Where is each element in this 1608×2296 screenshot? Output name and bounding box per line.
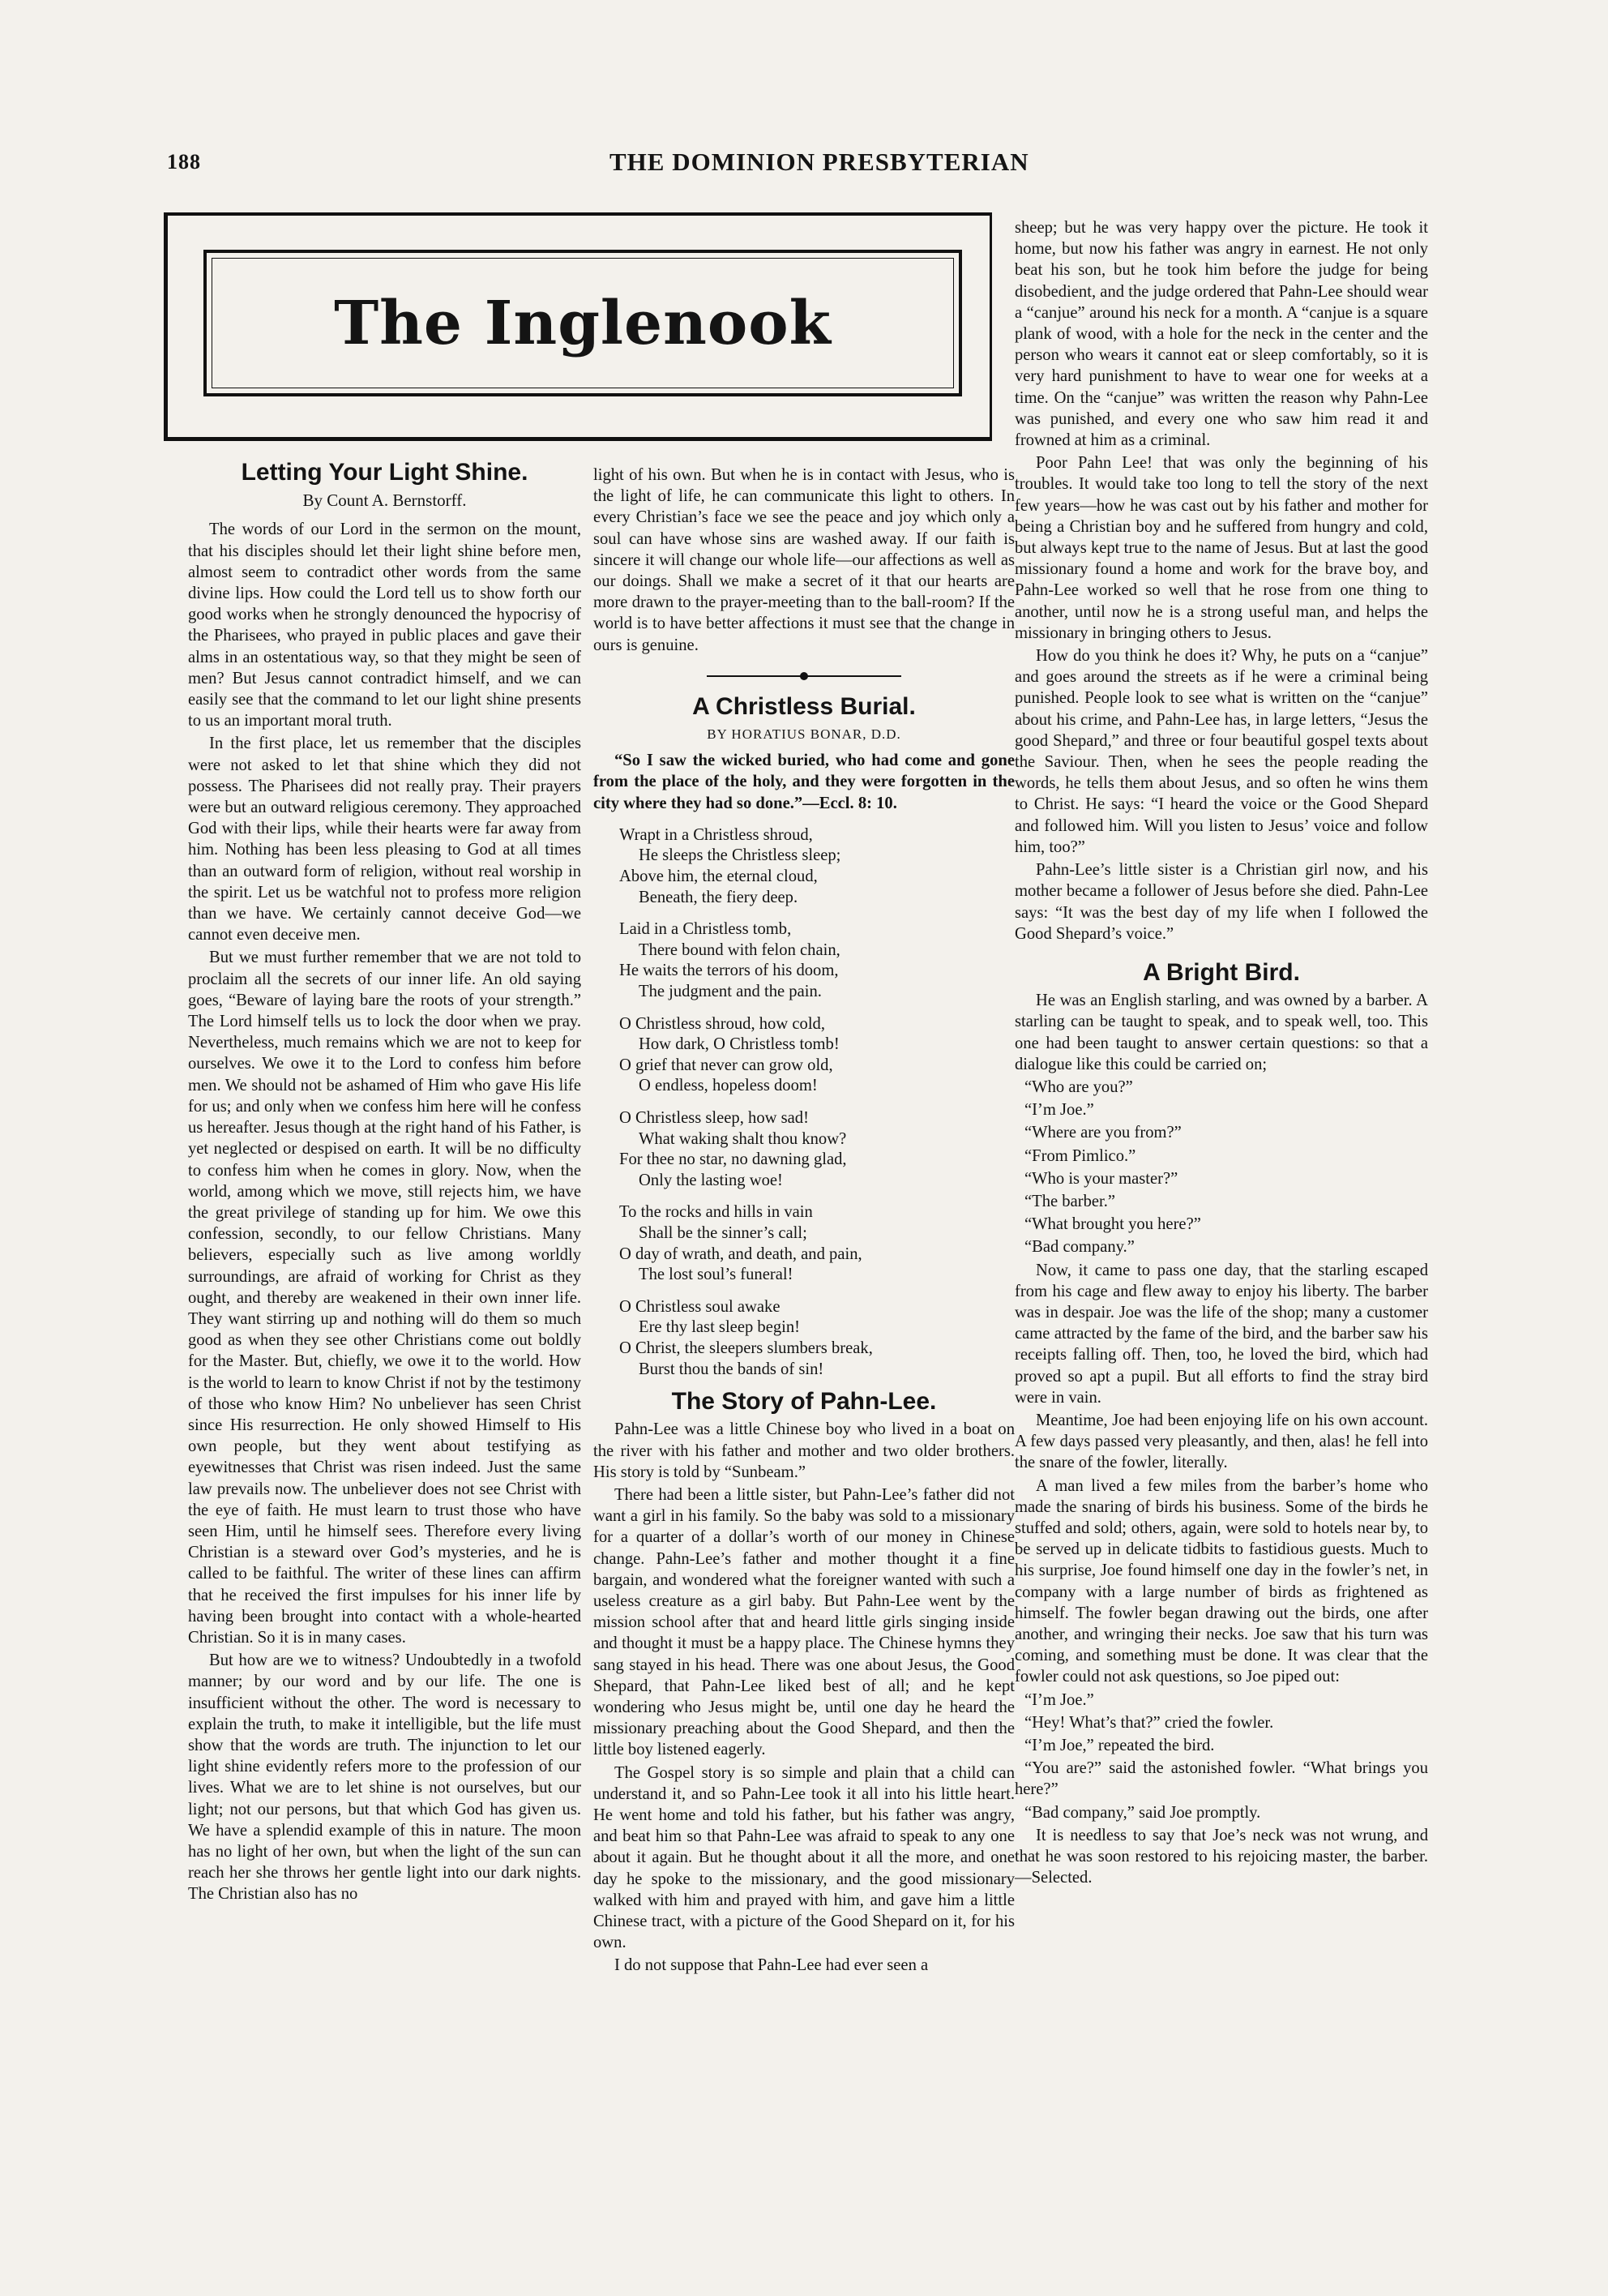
poem-line: Above him, the eternal cloud, [619,867,818,886]
article-continuation: light of his own. But when he is in contact with Jesus, who is the light of life, he can communicate this light to others. In every Christian’s face we see the peace and joy which only a soul can have whose sins are washed away. If our faith is sincere it will change our whole life—our affections as well as our doings. Shall we make a secret of it that our hearts are more drawn to the prayer-meeting than to the ball-room? If the world is to have better affections it must see that the change in ours is genuine. [593,466,1015,654]
column-1 [188,459,581,1907]
dialogue-line: “I’m Joe,” repeated the bird. [1024,1737,1215,1755]
poem-stanza [619,919,1015,1002]
article-paragraph: But how are we to witness? Undoubtedly in a twofold manner; by our word and by our life. The one is insufficient without the other. The word is necessary to explain the truth, to make it intelligible, but the life must show that the words are truth. The injunction to let our light shine evidently refers more to the profession of our lives. What we are to let shine is not ourselves, but our light; not our persons, but that which God has given us. We have a splendid example of this in nature. The moon has no light of her own, but when the light of the sun can reach her she throws her gentle light into our dark nights. The Christian also has no [188,1651,581,1904]
poem-line: O day of wrath, and death, and pain, [619,1244,862,1263]
dialogue-line: “What brought you here?” [1024,1215,1201,1234]
poem-line: Beneath, the fiery deep. [639,888,798,906]
poem-stanza [619,1297,1015,1380]
article-paragraph: Poor Pahn Lee! that was only the beginning of his troubles. It would take too long to tell the story of the next few years—how he was cast out by his father and mother for being a Christian boy and he suffered from hungry and cold, but always kept true to the name of Jesus. But at last the good missionary found a home and work for the brave boy, and Pahn-Lee worked so well that he rose from one thing to another, until now he is a strong useful man, and helps the missionary in bringing others to Jesus. [1015,454,1428,642]
poem-stanza [619,825,1015,908]
article-paragraph: Meantime, Joe had been enjoying life on his own account. A few days passed very pleasantly, and then, alas! he fell into the snare of the fowler, literally. [1015,1411,1428,1472]
poem-line: Wrapt in a Christless shroud, [619,825,813,844]
article-paragraph: Now, it came to pass one day, that the starling escaped from his cage and flew away to enjoy his liberty. The barber was in despair. Joe was the life of the shop; many a customer came attracted by the fame of the bird, and the barber saw his receipts falling off. Then, too, he loved the bird, which had proved so apt a pupil. But all efforts to find the stray bird were in vain. [1015,1261,1428,1407]
poem-line: O grief that never can grow old, [619,1056,833,1074]
poem [619,825,1015,1380]
poem-line: O Christless shroud, how cold, [619,1014,825,1033]
poem-line: To the rocks and hills in vain [619,1203,813,1222]
article-paragraph: How do you think he does it? Why, he puts on a “canjue” and goes around the streets as if he were a criminal being punished. People look to see what is written on the “canjue” about his crime, and Pahn-Lee has, in large letters, “Jesus the good Shepard,” and three or four beautiful gospel texts about the Saviour. Then, when he sees the people reading the words, he tells them about Jesus, and so often he wins them to Christ. He says: “I heard the voice or the Good Shepard and followed him. Will you listen to Jesus’ voice and follow him, too?” [1015,647,1428,856]
article-paragraph: The Gospel story is so simple and plain that a child can understand it, and so Pahn-Lee took it all into his little heart. He went home and told his father, but his father was angry, and beat him so that Pahn-Lee was afraid to speak to any one about it again. But he thought about it all the more, and one day he spoke to the missionary, and the good missionary walked with him and prayed with him, and gave him a little Chinese tract, with a picture of the Good Shepard on it, for his own. [593,1763,1015,1952]
poem-line: The judgment and the pain. [639,983,822,1000]
masthead-title: The Inglenook [334,289,832,358]
dialogue-line: “The barber.” [1024,1192,1116,1210]
poem-line: There bound with felon chain, [639,940,840,959]
ornamental-rule [707,670,901,682]
dialogue [1015,1077,1428,1258]
poem-stanza [619,1014,1015,1097]
poem-line: For thee no star, no dawning glad, [619,1150,847,1169]
poem-line: Ere thy last sleep begin! [639,1318,801,1337]
dialogue-line: “Who is your master?” [1024,1169,1178,1188]
poem-line: Laid in a Christless tomb, [619,920,792,939]
poem-line: He sleeps the Christless sleep; [639,846,841,865]
article-paragraph: But we must further remember that we are not told to proclaim all the secrets of our inner life. An old saying goes, “Beware of laying bare the roots of your strength.” The Lord himself tells us to lock the door when we pray. Nevertheless, much remains which we are not to keep for ourselves. We owe it to the Lord to confess him before men. We should not be ashamed of Him who gave His life for us; and only when we confess him here will he confess us hereafter. Jesus though at the right hand of his Father, is yet neglected or despised on earth. It will be no difficulty to confess him when he comes in glory. Now, when the world, among which we move, still rejects him, we have the great privilege of standing up for him. We owe this confession, secondly, to our fellow Christians. Many believers, especially such as live among worldly surroundings, are afraid of working for Christ as they ought, and thereby are weakened in their own inner life. They want stirring up and nothing will do them so much good as when they see other Christians come out boldly for the Master. But, chiefly, we owe it to the world. How is the world to learn to know Christ if not by the testimony of those who know Him? No unbeliever has seen Christ since His resurrection. He only showed Himself to His own people, but they went about testifying as eyewitnesses that Christ was risen indeed. Just the same law prevails now. The unbeliever does not see Christ with the eye of faith. He must learn to trust those who have seen Him, until he himself sees. Therefore every living Christian is a steward over God’s mysteries, and he is called to be faithful. The writer of these lines can affirm that he received the first impulses for his inner life by having been brought into contact with a whole-hearted Christian. So it is in many cases. [188,949,581,1647]
dialogue-line: “Bad company.” [1024,1238,1135,1257]
dialogue-line: “I’m Joe.” [1024,1101,1094,1120]
poem-line: The lost soul’s funeral! [639,1266,793,1284]
dialogue-line: “Who are you?” [1024,1077,1133,1096]
poem-stanza [619,1202,1015,1285]
column-2 [593,465,1015,1978]
article-paragraph: Pahn-Lee’s little sister is a Christian girl now, and his mother became a follower of Jesus before she died. Pahn-Lee says: “It was the best day of my life when I followed the Good Shepard’s voice.” [1015,861,1428,943]
dialogue-line: “Hey! What’s that?” cried the fowler. [1024,1713,1274,1732]
closing-dialogue [1015,1690,1428,1823]
article-paragraph: He was an English starling, and was owned by a barber. A starling can be taught to speak, and to speak well, too. This one had been taught to answer certain questions: so that a dialogue like this could be carried on; [1015,992,1428,1073]
article-title-christless-burial: A Christless Burial. [692,692,916,720]
article-paragraph: There had been a little sister, but Pahn-Lee’s father did not want a girl in his family. So the baby was sold to a missionary for a quarter of a dollar’s worth of our money in Chinese change. Pahn-Lee’s father and mother thought it a fine bargain, and wondered what the foreigner wanted with such a useless creature as a girl baby. But Pahn-Lee went by the mission school after that and heard little girls singing inside and thought it must be a happy place. The Chinese hymns they sang stayed in his head. There was one about Jesus, the Good Shepard, that Pahn-Lee liked best of all; and he kept wondering who Jesus might be, until one day he heard the missionary preaching about the Good Shepard, and then the little boy listened eagerly. [593,1485,1015,1759]
poem-line: Burst thou the bands of sin! [639,1360,824,1378]
poem-line: Shall be the sinner’s call; [639,1223,807,1242]
poem-line: O Christless soul awake [619,1297,780,1316]
poem-line: He waits the terrors of his doom, [619,962,839,980]
poem-line: What waking shalt thou know? [639,1129,847,1148]
dialogue-line: “Bad company,” said Joe promptly. [1024,1803,1261,1822]
poem-line: O Christless sleep, how sad! [619,1108,809,1127]
article-paragraph: It is needless to say that Joe’s neck was not wrung, and that he was soon restored to his rejoicing master, the barber.—Selected. [1015,1826,1428,1887]
article-continuation: sheep; but he was very happy over the picture. He took it home, but now his father was angry in earnest. He not only beat his son, but he took him before the judge for being disobedient, and the judge ordered that Pahn-Lee should wear a “canjue” around his neck for a month. A “canjue is a square plank of wood, with a hole for the neck in the center and the person who wears it cannot eat or sleep comfortably, so it is very hard punishment to have to wear one for weeks at a time. On the “canjue” was written the reason why Pahn-Lee was punished, and every one who saw him read it and frowned at him as a criminal. [1015,219,1428,450]
article-title-story-of-pahn-lee: The Story of Pahn-Lee. [671,1388,937,1416]
dialogue-line: “From Pimlico.” [1024,1146,1136,1165]
poem-line: How dark, O Christless tomb! [639,1035,840,1054]
poem-line: O Christ, the sleepers slumbers break, [619,1339,873,1357]
column-3 [1015,217,1428,1890]
poem-epigraph: “So I saw the wicked buried, who had come and gone from the place of the holy, and they were forgotten in the city where they had so done.”—Eccl. 8: 10. [593,752,1015,812]
dialogue-line: “Where are you from?” [1024,1124,1182,1142]
article-paragraph: The words of our Lord in the sermon on the mount, that his disciples should let their light shine before men, almost seem to contradict other words from the same divine lips. How could the Lord tell us to show forth our good works when he strongly denounced the hypocrisy of the Pharisees, who prayed in public places and gave their alms in an ostentatious way, so that they might be seen of men? But Jesus cannot contradict himself, and we can easily see that the command to let our light shine presents to us an important moral truth. [188,520,581,730]
article-paragraph: A man lived a few miles from the barber’s home who made the snaring of birds his business. Some of the birds he stuffed and sold; others, again, were sold to hotels near by, to be served up in delicate tidbits to fastidious guests. Much to his surprise, Joe found himself one day in the fowler’s net, in company with a large number of birds as frightened as himself. The fowler began drawing out the birds, one after another, and wringing their necks. Joe saw that his turn was coming, and something must be done. It was clear that the fowler could not ask questions, so Joe piped out: [1015,1476,1428,1686]
article-paragraph: I do not suppose that Pahn-Lee had ever seen a [614,1956,929,1975]
poem-stanza [619,1108,1015,1191]
page-number: 188 [167,150,201,173]
poem-line: O endless, hopeless doom! [639,1077,818,1095]
masthead-inner-frame [203,250,962,396]
running-title: THE DOMINION PRESBYTERIAN [609,148,1029,176]
article-title-bright-bird: A Bright Bird. [1143,958,1300,986]
article-byline: BY HORATIUS BONAR, D.D. [707,726,901,743]
article-paragraph: Pahn-Lee was a little Chinese boy who lived in a boat on the river with his father and mother and two older brothers. His story is told by “Sunbeam.” [593,1420,1015,1481]
dialogue-line: “I’m Joe.” [1024,1690,1094,1709]
poem-line: Only the lasting woe! [639,1171,783,1189]
article-paragraph: In the first place, let us remember that the disciples were not asked to let that shine which they did not possess. The Pharisees did not really pray. Their prayers were but an outward religious ceremony. They approached God with their lips, while their hearts were far away from him. Nothing has been less pleasing to God at all times than an outward form of religion, without real worship in the spirit. Let us be watchful not to profess more religion than we have. We certainly cannot deceive God—we cannot even deceive men. [188,735,581,945]
article-title-letting-your-light-shine: Letting Your Light Shine. [241,459,528,486]
article-byline: By Count A. Bernstorff. [302,490,467,511]
dialogue-line: “You are?” said the astonished fowler. “What brings you here?” [1015,1759,1428,1799]
masthead-frame [164,212,992,441]
